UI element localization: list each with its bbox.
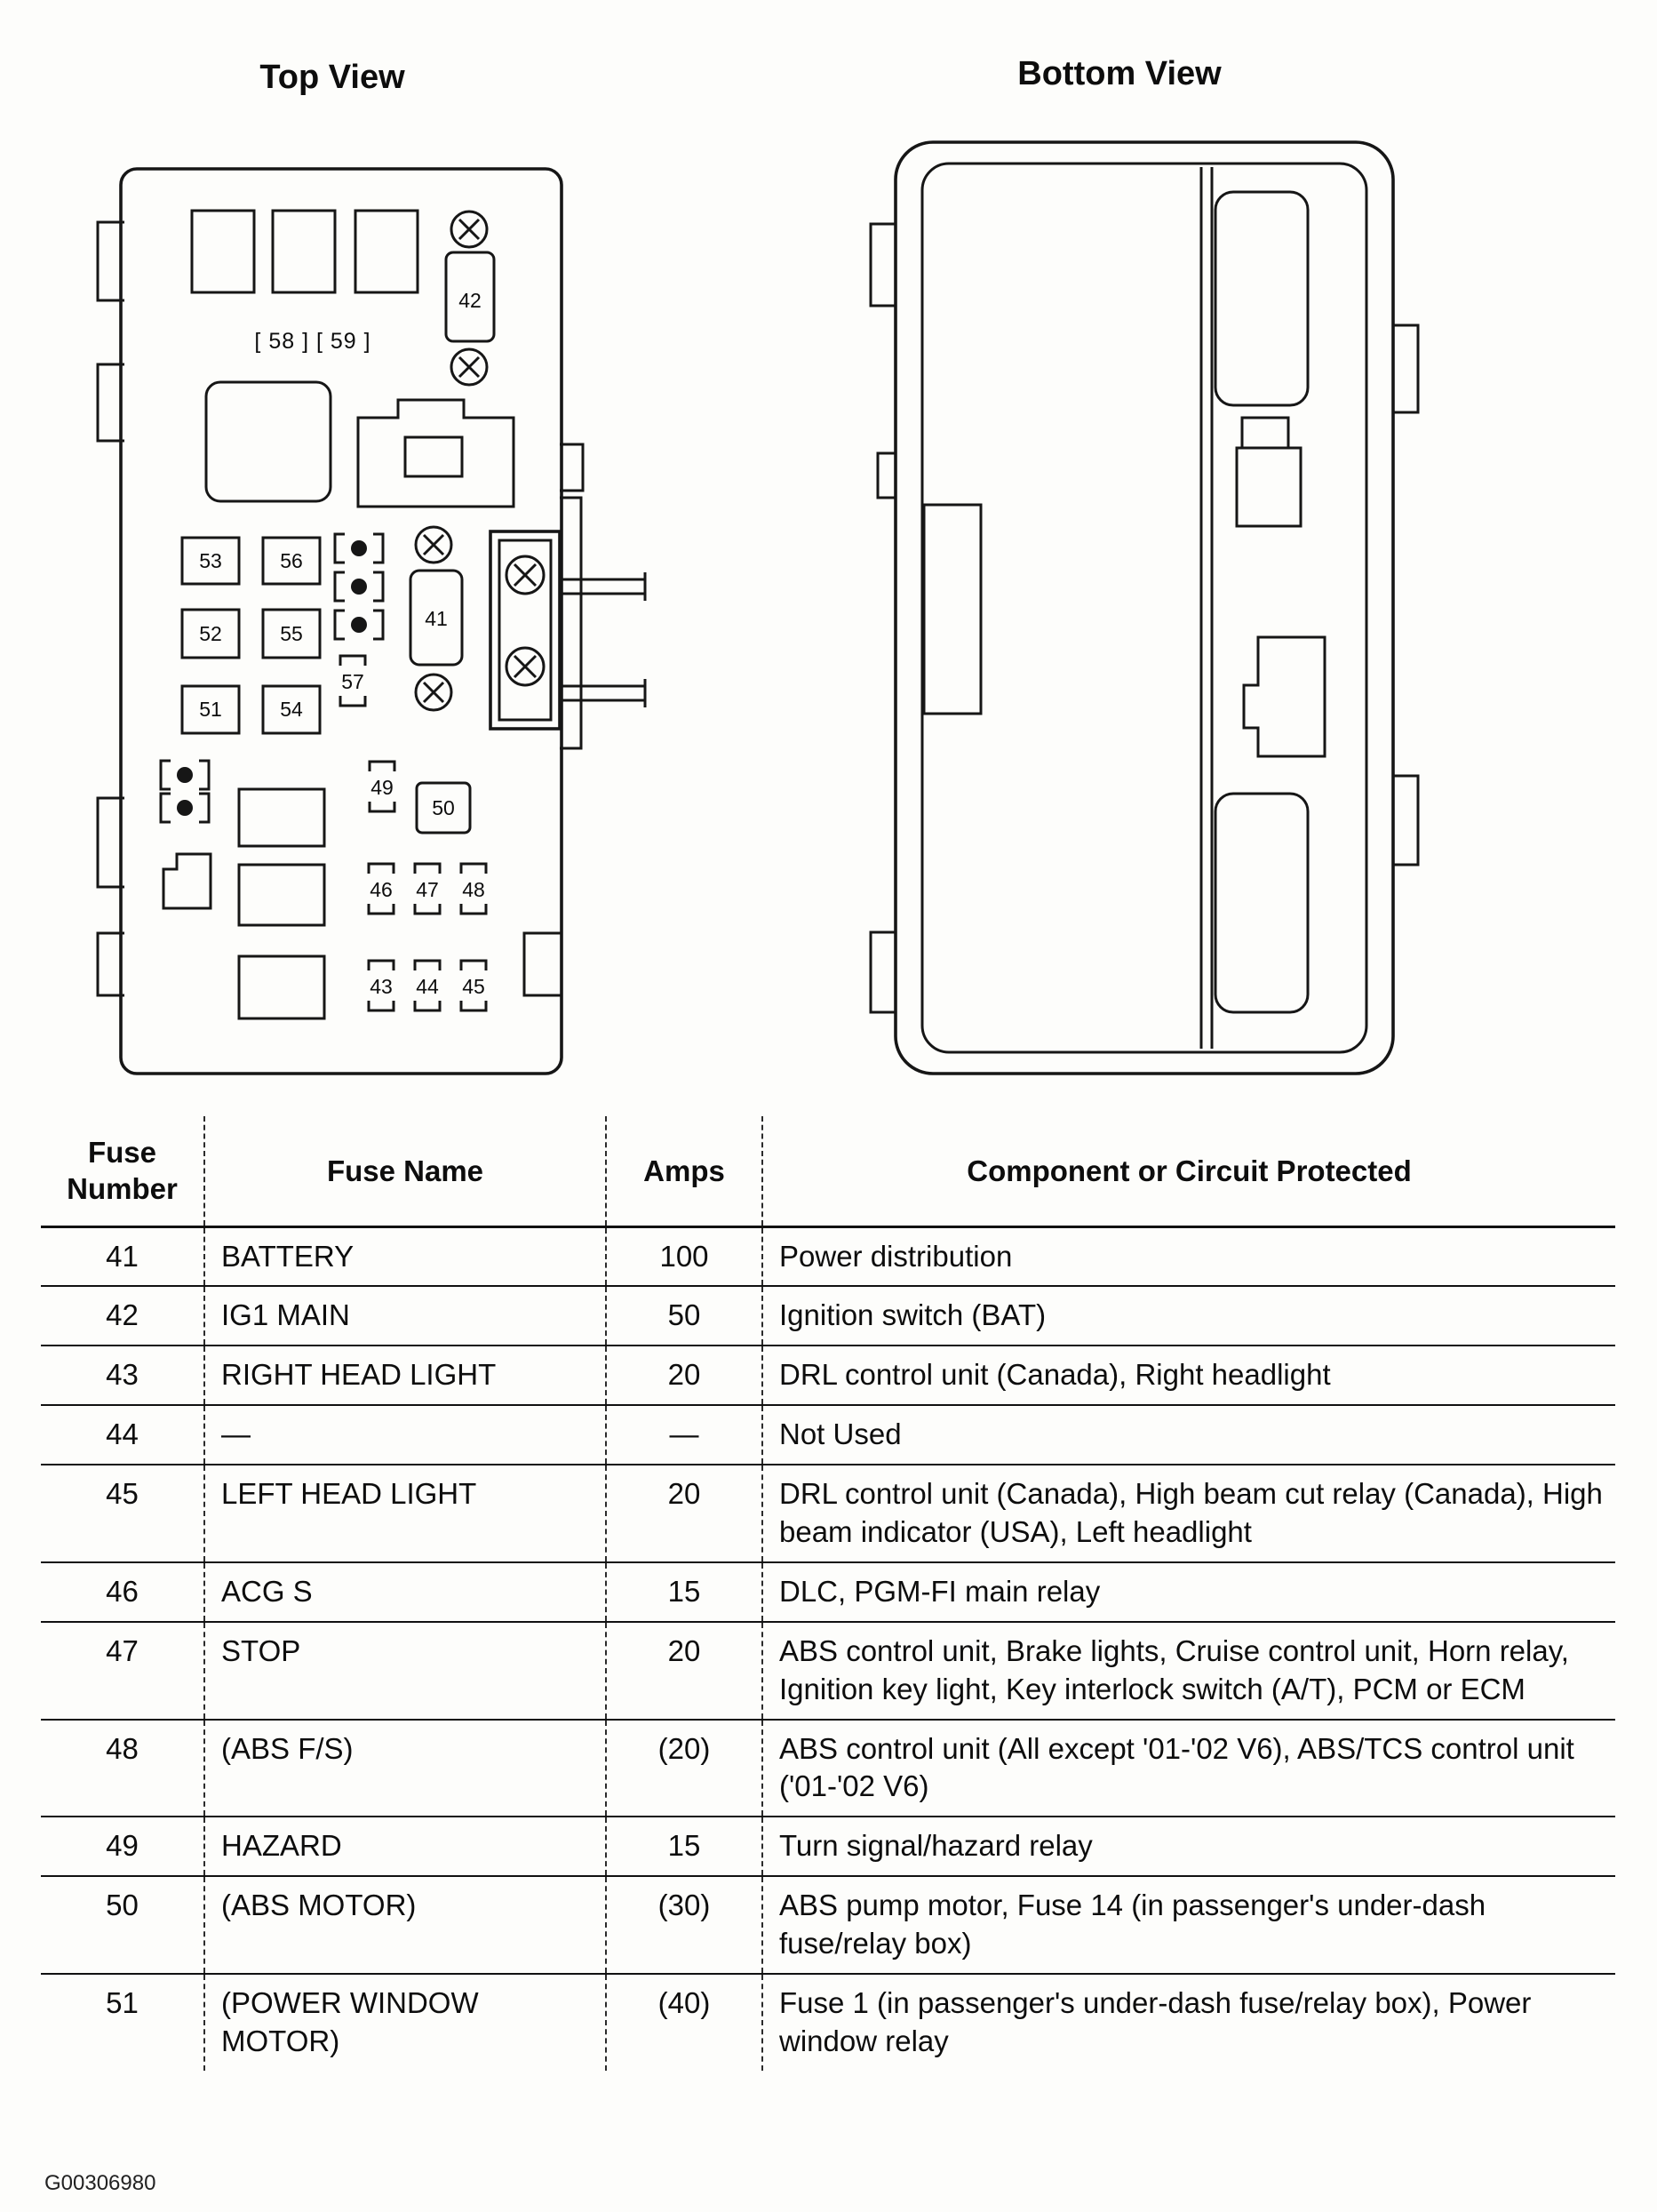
fuse-grid xyxy=(182,538,320,733)
fuse-45-label: 45 xyxy=(462,975,485,998)
fuse-42-label: 42 xyxy=(458,289,482,312)
fuse-43-label: 43 xyxy=(370,975,393,998)
amps-cell: 15 xyxy=(606,1562,762,1622)
relay-socket xyxy=(358,400,514,507)
relay-column xyxy=(239,789,324,1018)
fuse-number-cell: 45 xyxy=(41,1465,204,1562)
fuse-number-cell: 44 xyxy=(41,1405,204,1465)
fuse-table-section xyxy=(41,1116,1615,2071)
bottom-view-inner-wall xyxy=(922,164,1366,1052)
fuse-number-cell: 47 xyxy=(41,1622,204,1720)
figure-code: G00306980 xyxy=(44,2171,156,2195)
terminal-icon xyxy=(335,572,383,601)
bolt-icon xyxy=(506,556,544,594)
table-row xyxy=(41,1720,1615,1817)
component-cell: ABS control unit, Brake lights, Cruise control unit, Horn relay, Ignition key light, Key interlock switch (A/T), PCM or ECM xyxy=(762,1622,1615,1720)
bottom-view-diagram xyxy=(871,142,1418,1074)
bottom-view-title: Bottom View xyxy=(1017,55,1222,92)
amps-cell: 50 xyxy=(606,1286,762,1346)
fuse-55-label: 55 xyxy=(280,622,303,645)
relay-recess-top xyxy=(1215,192,1308,405)
amps-cell: 20 xyxy=(606,1465,762,1562)
relay-recess-bottom xyxy=(1215,794,1308,1012)
fuse-table xyxy=(41,1116,1615,2071)
fuse-51-label: 51 xyxy=(199,698,222,721)
table-row xyxy=(41,1286,1615,1346)
fuse-53-label: 53 xyxy=(199,549,222,572)
mount-tab xyxy=(560,444,583,491)
fuse-57-label: 57 xyxy=(341,670,364,693)
table-row xyxy=(41,1974,1615,2071)
mount-tab xyxy=(871,224,896,306)
top-view-housing xyxy=(121,169,562,1074)
component-cell: DRL control unit (Canada), Right headlight xyxy=(762,1346,1615,1405)
top-view-diagram xyxy=(98,169,645,1074)
bottom-view-housing xyxy=(896,142,1393,1074)
component-cell: DRL control unit (Canada), High beam cut relay (Canada), High beam indicator (USA), Left headlight xyxy=(762,1465,1615,1562)
fuse-name-cell: (POWER WINDOW MOTOR) xyxy=(204,1974,606,2071)
wire-leads xyxy=(560,572,645,707)
table-row xyxy=(41,1622,1615,1720)
fuse-54-label: 54 xyxy=(280,698,303,721)
amps-cell: 20 xyxy=(606,1622,762,1720)
fuse-name-cell: HAZARD xyxy=(204,1817,606,1876)
fuse-number-cell: 43 xyxy=(41,1346,204,1405)
amps-cell: 15 xyxy=(606,1817,762,1876)
fuse-name-cell: (ABS MOTOR) xyxy=(204,1876,606,1974)
col-header-amps: Amps xyxy=(606,1116,762,1226)
fuse-slot-row-46-48 xyxy=(369,864,486,914)
fuse-number-cell: 48 xyxy=(41,1720,204,1817)
inner-divider-wall xyxy=(1201,167,1212,1049)
fuse-number-cell: 46 xyxy=(41,1562,204,1622)
table-row xyxy=(41,1876,1615,1974)
mount-tab xyxy=(524,933,562,995)
fuse-number-cell: 49 xyxy=(41,1817,204,1876)
fuse-number-cell: 50 xyxy=(41,1876,204,1974)
relay-socket-58-59-label: [ 58 ] [ 59 ] xyxy=(254,329,371,354)
battery-terminal-block xyxy=(490,531,560,729)
fuse-number-cell: 41 xyxy=(41,1226,204,1286)
fuse-name-cell: — xyxy=(204,1405,606,1465)
amps-cell: (40) xyxy=(606,1974,762,2071)
fuse-name-cell: RIGHT HEAD LIGHT xyxy=(204,1346,606,1405)
fuse-box-diagram xyxy=(0,0,1657,1102)
fuse-48-label: 48 xyxy=(462,878,485,901)
connector-recess xyxy=(924,505,981,714)
table-row xyxy=(41,1346,1615,1405)
table-row xyxy=(41,1405,1615,1465)
table-header-row xyxy=(41,1116,1615,1226)
component-cell: Ignition switch (BAT) xyxy=(762,1286,1615,1346)
fuse-number-cell: 51 xyxy=(106,1985,139,2019)
fuse-46-label: 46 xyxy=(370,878,393,901)
screw-icon xyxy=(416,527,451,563)
table-row xyxy=(41,1226,1615,1286)
stepped-connector xyxy=(1244,637,1325,756)
component-cell: ABS pump motor, Fuse 14 (in passenger's under-dash fuse/relay box) xyxy=(762,1876,1615,1974)
fuse-52-label: 52 xyxy=(199,622,222,645)
component-cell: DLC, PGM-FI main relay xyxy=(762,1562,1615,1622)
screw-icon xyxy=(416,675,451,710)
table-row xyxy=(41,1562,1615,1622)
relay-bank-top xyxy=(192,211,418,292)
mount-tab xyxy=(871,932,896,1012)
mount-tab xyxy=(1393,325,1418,412)
component-cell: Turn signal/hazard relay xyxy=(762,1817,1615,1876)
fuse-47-label: 47 xyxy=(416,878,439,901)
fuse-49-label: 49 xyxy=(370,776,394,799)
fuse-name-cell: ACG S xyxy=(204,1562,606,1622)
fuse-50-label: 50 xyxy=(432,796,455,819)
fuse-name-cell: (ABS F/S) xyxy=(204,1720,606,1817)
top-view-title: Top View xyxy=(259,59,405,96)
col-header-component: Component or Circuit Protected xyxy=(762,1116,1615,1226)
stepped-connector xyxy=(1237,418,1301,526)
mount-tab xyxy=(878,453,896,498)
fuse-name-cell: LEFT HEAD LIGHT xyxy=(204,1465,606,1562)
terminal-icon xyxy=(335,611,383,639)
fuse-44-label: 44 xyxy=(416,975,439,998)
table-row xyxy=(41,1465,1615,1562)
col-header-fuse-name: Fuse Name xyxy=(204,1116,606,1226)
fuse-slot-row-43-45 xyxy=(369,961,486,1010)
amps-cell: — xyxy=(606,1405,762,1465)
main-relay xyxy=(206,382,331,501)
component-cell: Not Used xyxy=(762,1405,1615,1465)
amps-cell: 100 xyxy=(606,1226,762,1286)
component-cell: Power distribution xyxy=(762,1226,1615,1286)
fuse-56-label: 56 xyxy=(280,549,303,572)
terminal-icon xyxy=(161,761,209,789)
screw-icon xyxy=(451,349,487,385)
bolt-icon xyxy=(506,648,544,685)
fuse-name-cell: IG1 MAIN xyxy=(204,1286,606,1346)
fuse-name-cell: BATTERY xyxy=(204,1226,606,1286)
table-row xyxy=(41,1817,1615,1876)
component-cell: ABS control unit (All except '01-'02 V6), ABS/TCS control unit ('01-'02 V6) xyxy=(762,1720,1615,1817)
amps-cell: (20) xyxy=(606,1720,762,1817)
amps-cell: 20 xyxy=(606,1346,762,1405)
terminal-icon xyxy=(335,534,383,563)
fuse-name-cell: STOP xyxy=(204,1622,606,1720)
fuse-number-cell: 42 xyxy=(41,1286,204,1346)
small-connector xyxy=(163,854,211,908)
mount-tab xyxy=(1393,776,1418,865)
amps-cell: (30) xyxy=(606,1876,762,1974)
screw-icon xyxy=(451,212,487,247)
terminal-icon xyxy=(161,794,209,822)
col-header-fuse-number: Fuse Number xyxy=(41,1116,204,1226)
fuse-41-label: 41 xyxy=(425,607,448,630)
component-cell: Fuse 1 (in passenger's under-dash fuse/relay box), Power window relay xyxy=(762,1974,1615,2071)
